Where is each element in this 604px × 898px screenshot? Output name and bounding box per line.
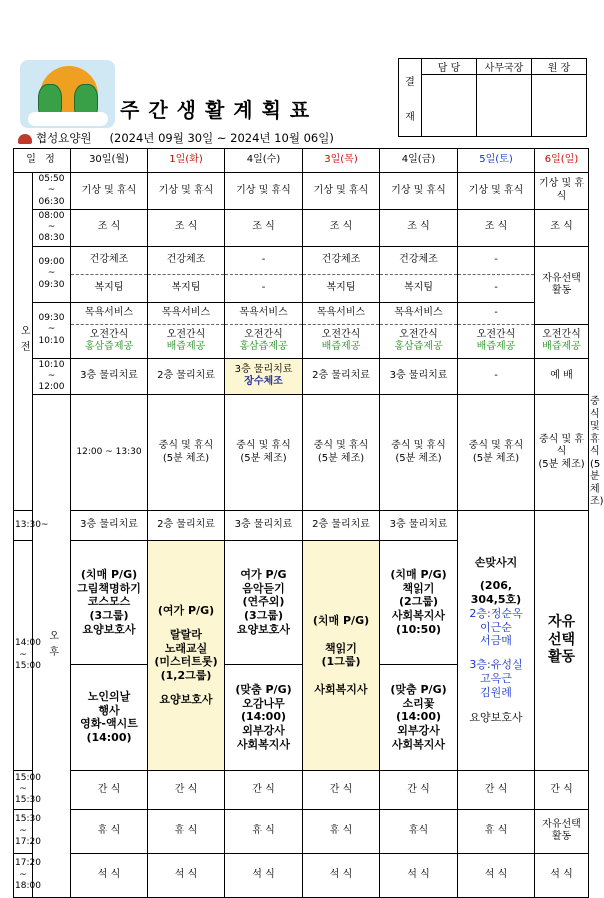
time-label: 05:50 ~ 06:30 (33, 173, 71, 210)
approval-col: 담 당 (422, 59, 477, 75)
cell: 3층 물리치료 (71, 510, 148, 540)
cell: 복지팀 (380, 274, 458, 302)
cell: 조 식 (148, 209, 225, 246)
org-name: 협성요양원 (36, 131, 92, 145)
cell: - (458, 246, 535, 274)
cell: 목욕서비스 (303, 302, 380, 324)
time-label: 08:00 ~ 08:30 (33, 209, 71, 246)
cell: 기상 및 휴식 (148, 173, 225, 210)
cell: 기상 및 휴식 (535, 173, 589, 210)
time-label: 15:30 ~ 17:20 (14, 809, 33, 853)
cell: 3층 물리치료 장수체조 (225, 358, 303, 395)
cell: 기상 및 휴식 (458, 173, 535, 210)
org-logo-icon (18, 134, 32, 144)
logo (20, 60, 115, 128)
cell: 목욕서비스 (225, 302, 303, 324)
corner-header: 일 정 (14, 149, 71, 173)
day-header: 30일(월) (71, 149, 148, 173)
cell: 기상 및 휴식 (380, 173, 458, 210)
cell: 2층 물리치료 (303, 510, 380, 540)
cell: 복지팀 (148, 274, 225, 302)
cell: 간 식 (148, 770, 225, 809)
cell: 석 식 (303, 853, 380, 897)
cell-sun-program: 자유 선택 활동 (535, 510, 589, 770)
cell: 건강체조 (71, 246, 148, 274)
cell: 목욕서비스 (71, 302, 148, 324)
period-label-am: 오전 (14, 173, 33, 511)
cell: 3층 물리치료 (380, 358, 458, 395)
cell: 휴 식 (148, 809, 225, 853)
cell: 오전간식 홍삼즙제공 (380, 324, 458, 358)
cell-program: (여가 P/G) 랄랄라 노래교실 (미스터트롯) (1,2그룹) 요양보호사 (148, 540, 225, 770)
cell: - (458, 302, 535, 324)
cell-program: (맞춤 P/G) 오감나무 (14:00) 외부강사 사회복지사 (225, 664, 303, 770)
time-label: 13:30~ (14, 510, 33, 540)
approval-sign-box (532, 75, 587, 137)
approval-table (398, 58, 587, 137)
day-header: 6일(일) (535, 149, 589, 173)
day-header: 4일(금) (380, 149, 458, 173)
cell: 조 식 (303, 209, 380, 246)
cell: 중식 및 휴식 (5분 체조) (458, 395, 535, 511)
cell: 석 식 (71, 853, 148, 897)
day-header: 5일(토) (458, 149, 535, 173)
cell: 3층 물리치료 (71, 358, 148, 395)
cell: 2층 물리치료 (148, 358, 225, 395)
cell: 조 식 (380, 209, 458, 246)
cloud-shape (28, 112, 108, 126)
cell: 간 식 (458, 770, 535, 809)
cell: 목욕서비스 (148, 302, 225, 324)
time-label: 09:00 ~ 09:30 (33, 246, 71, 302)
cell: 오전간식 배즙제공 (148, 324, 225, 358)
cell: - (458, 274, 535, 302)
cell: 기상 및 휴식 (71, 173, 148, 210)
cell-program: (치매 P/G) 책읽기 (2그룹) 사회복지사 (10:50) (380, 540, 458, 664)
cell: 조 식 (225, 209, 303, 246)
cell: 휴식 (380, 809, 458, 853)
cell: 건강체조 (380, 246, 458, 274)
cell: 건강체조 (303, 246, 380, 274)
cell-program: (치매 P/G) 책읽기 (1그룹) 사회복지사 (303, 540, 380, 770)
time-label: 12:00 ~ 13:30 (71, 395, 148, 511)
cell: 자유선택 활동 (535, 809, 589, 853)
cell: 간 식 (225, 770, 303, 809)
org-line (18, 130, 334, 146)
cell: 조 식 (535, 209, 589, 246)
cell: 자유선택 활동 (535, 246, 589, 324)
time-label: 14:00 ~ 15:00 (14, 540, 33, 770)
page-title: 주간생활계획표 (120, 98, 319, 122)
cell: 중식 및 휴식 (5분 체조) (148, 395, 225, 511)
cell: 2층 물리치료 (303, 358, 380, 395)
time-label: 10:10 ~ 12:00 (33, 358, 71, 395)
cell: 간 식 (71, 770, 148, 809)
time-label: 09:30 ~ 10:10 (33, 302, 71, 358)
cell: 휴 식 (225, 809, 303, 853)
approval-side: 결 재 (399, 59, 422, 137)
cell: 조 식 (71, 209, 148, 246)
cell: 석 식 (148, 853, 225, 897)
approval-col: 원 장 (532, 59, 587, 75)
cell: 중식 및 휴식 (5분 체조) (380, 395, 458, 511)
schedule-table: 일 정 30일(월) 1일(화) 4일(수) 3일(목) 4일(금) 5일(토) 6일(일) 오전 05:50 ~ 06:30 기상 및 휴식 기상 및 휴식 기상 및 휴식 기상 및 휴식 기상 및 휴식 기상 및 휴식 기상 및 휴식 08:00 ~ 08:30 조 식 조 식 조 식 조 식 조 식 조 식 조 식 09:00 ~ 09:30 건강체조 건강체조 - 건강체조 건강체조 - 자유선택 활동 복지팀 복지팀 - 복지팀 복지팀 - 09:30 ~ 10:10 목욕서비스 목욕서비스 목욕서비스 목욕서비스 목욕서비스 - 오전간식 홍삼즙제공 오전간식 배즙제공 오전간식 홍삼즙제공 오전간식 배즙제공 오전간식 홍삼즙제공 오전간식 배즙제공 오전간식 배즙제공 10:10 ~ 12:00 3층 물리치료 2층 물리치료 3층 물리치료 장수체조 2층 물리치료 3층 물리치료 - 예 배 오후 12:00 ~ 13:30 중식 및 휴식 (5분 체조) 중식 및 휴식 (5분 체조) 중식 및 휴식 (5분 체조) 중식 및 휴식 (5분 체조) 중식 및 휴식 (5분 체조) 중식 및 휴식 (5분 체조) 중식 및 휴식 (5분 체조) 13:30~ 3층 물리치료 2층 물리치료 3층 물리치료 2층 물리치료 3층 물리치료 손맞사지 (206, 304,5호) 2층:정순옥 이근순 서금매 3층:유성실 고옥근 김원례 요양보호사 자유 선택 활동 14:00 ~ 15:00 (치매 P/G) 그림책명하기 코스모스 (3그룹) 요양보호사 (여가 P/G) 랄랄라 노래교실 (미스터트롯) (1,2그룹) 요양보호사 여가 P/G 음악듣기 (연주외) (3그룹) 요양보호사 (치매 P/G) 책읽기 (1그룹) 사회복지사 (치매 P/G) 책읽기 (2그룹) 사회복지사 (10:50) 노인의날 행사 영화-액시트 (14:00) (맞춤 P/G) 오감나무 (14:00) 외부강사 사회복지사 (맞춤 P/G) 소리꽃 (14:00) 외부강사 사회복지사 15:00 ~ 15:30 간 식 간 식 간 식 간 식 간 식 간 식 간 식 15:30 ~ 17:20 휴 식 휴 식 휴 식 휴 식 휴식 휴 식 자유선택 활동 17:20 ~ 18:00 석 식 석 식 석 식 석 식 석 식 석 식 석 식 (13, 148, 589, 898)
cell: 오전간식 배즙제공 (303, 324, 380, 358)
day-header: 4일(수) (225, 149, 303, 173)
cell: 간 식 (535, 770, 589, 809)
cell-sat-program: 손맞사지 (206, 304,5호) 2층:정순옥 이근순 서금매 3층:유성실 고옥근 김원례 요양보호사 (458, 510, 535, 770)
cell-program: (치매 P/G) 그림책명하기 코스모스 (3그룹) 요양보호사 (71, 540, 148, 664)
cell-program: 여가 P/G 음악듣기 (연주외) (3그룹) 요양보호사 (225, 540, 303, 664)
cell: 목욕서비스 (380, 302, 458, 324)
cell: 석 식 (458, 853, 535, 897)
day-header: 1일(화) (148, 149, 225, 173)
day-header: 3일(목) (303, 149, 380, 173)
cell: 석 식 (535, 853, 589, 897)
cell: 휴 식 (303, 809, 380, 853)
cell: 복지팀 (303, 274, 380, 302)
cell: - (225, 274, 303, 302)
cell: 간 식 (303, 770, 380, 809)
time-label: 15:00 ~ 15:30 (14, 770, 33, 809)
cell: 3층 물리치료 (225, 510, 303, 540)
cell: 복지팀 (71, 274, 148, 302)
cell: 간 식 (380, 770, 458, 809)
cell: 중식 및 휴식 (5분 체조) (535, 395, 589, 511)
cell: 오전간식 홍삼즙제공 (71, 324, 148, 358)
cell: - (225, 246, 303, 274)
cell: 휴 식 (458, 809, 535, 853)
cell: 조 식 (458, 209, 535, 246)
cell: 3층 물리치료 (380, 510, 458, 540)
approval-sign-box (422, 75, 477, 137)
cell: 오전간식 배즙제공 (535, 324, 589, 358)
cell-program: 노인의날 행사 영화-액시트 (14:00) (71, 664, 148, 770)
cell: 오전간식 홍삼즙제공 (225, 324, 303, 358)
time-label: 17:20 ~ 18:00 (14, 853, 33, 897)
approval-sign-box (477, 75, 532, 137)
cell-program: (맞춤 P/G) 소리꽃 (14:00) 외부강사 사회복지사 (380, 664, 458, 770)
cell: 2층 물리치료 (148, 510, 225, 540)
cell: 기상 및 휴식 (225, 173, 303, 210)
period-range: (2024년 09월 30일 ~ 2024년 10월 06일) (109, 131, 334, 145)
cell: 중식 및 휴식 (5분 체조) (303, 395, 380, 511)
cell: - (458, 358, 535, 395)
cell: 중식 및 휴식 (5분 체조) (225, 395, 303, 511)
cell: 오전간식 배즙제공 (458, 324, 535, 358)
period-label-pm: 오후 (33, 395, 71, 898)
approval-col: 사무국장 (477, 59, 532, 75)
cell: 휴 식 (71, 809, 148, 853)
cell: 건강체조 (148, 246, 225, 274)
cell: 석 식 (225, 853, 303, 897)
cell: 석 식 (380, 853, 458, 897)
cell: 예 배 (535, 358, 589, 395)
cell: 기상 및 휴식 (303, 173, 380, 210)
